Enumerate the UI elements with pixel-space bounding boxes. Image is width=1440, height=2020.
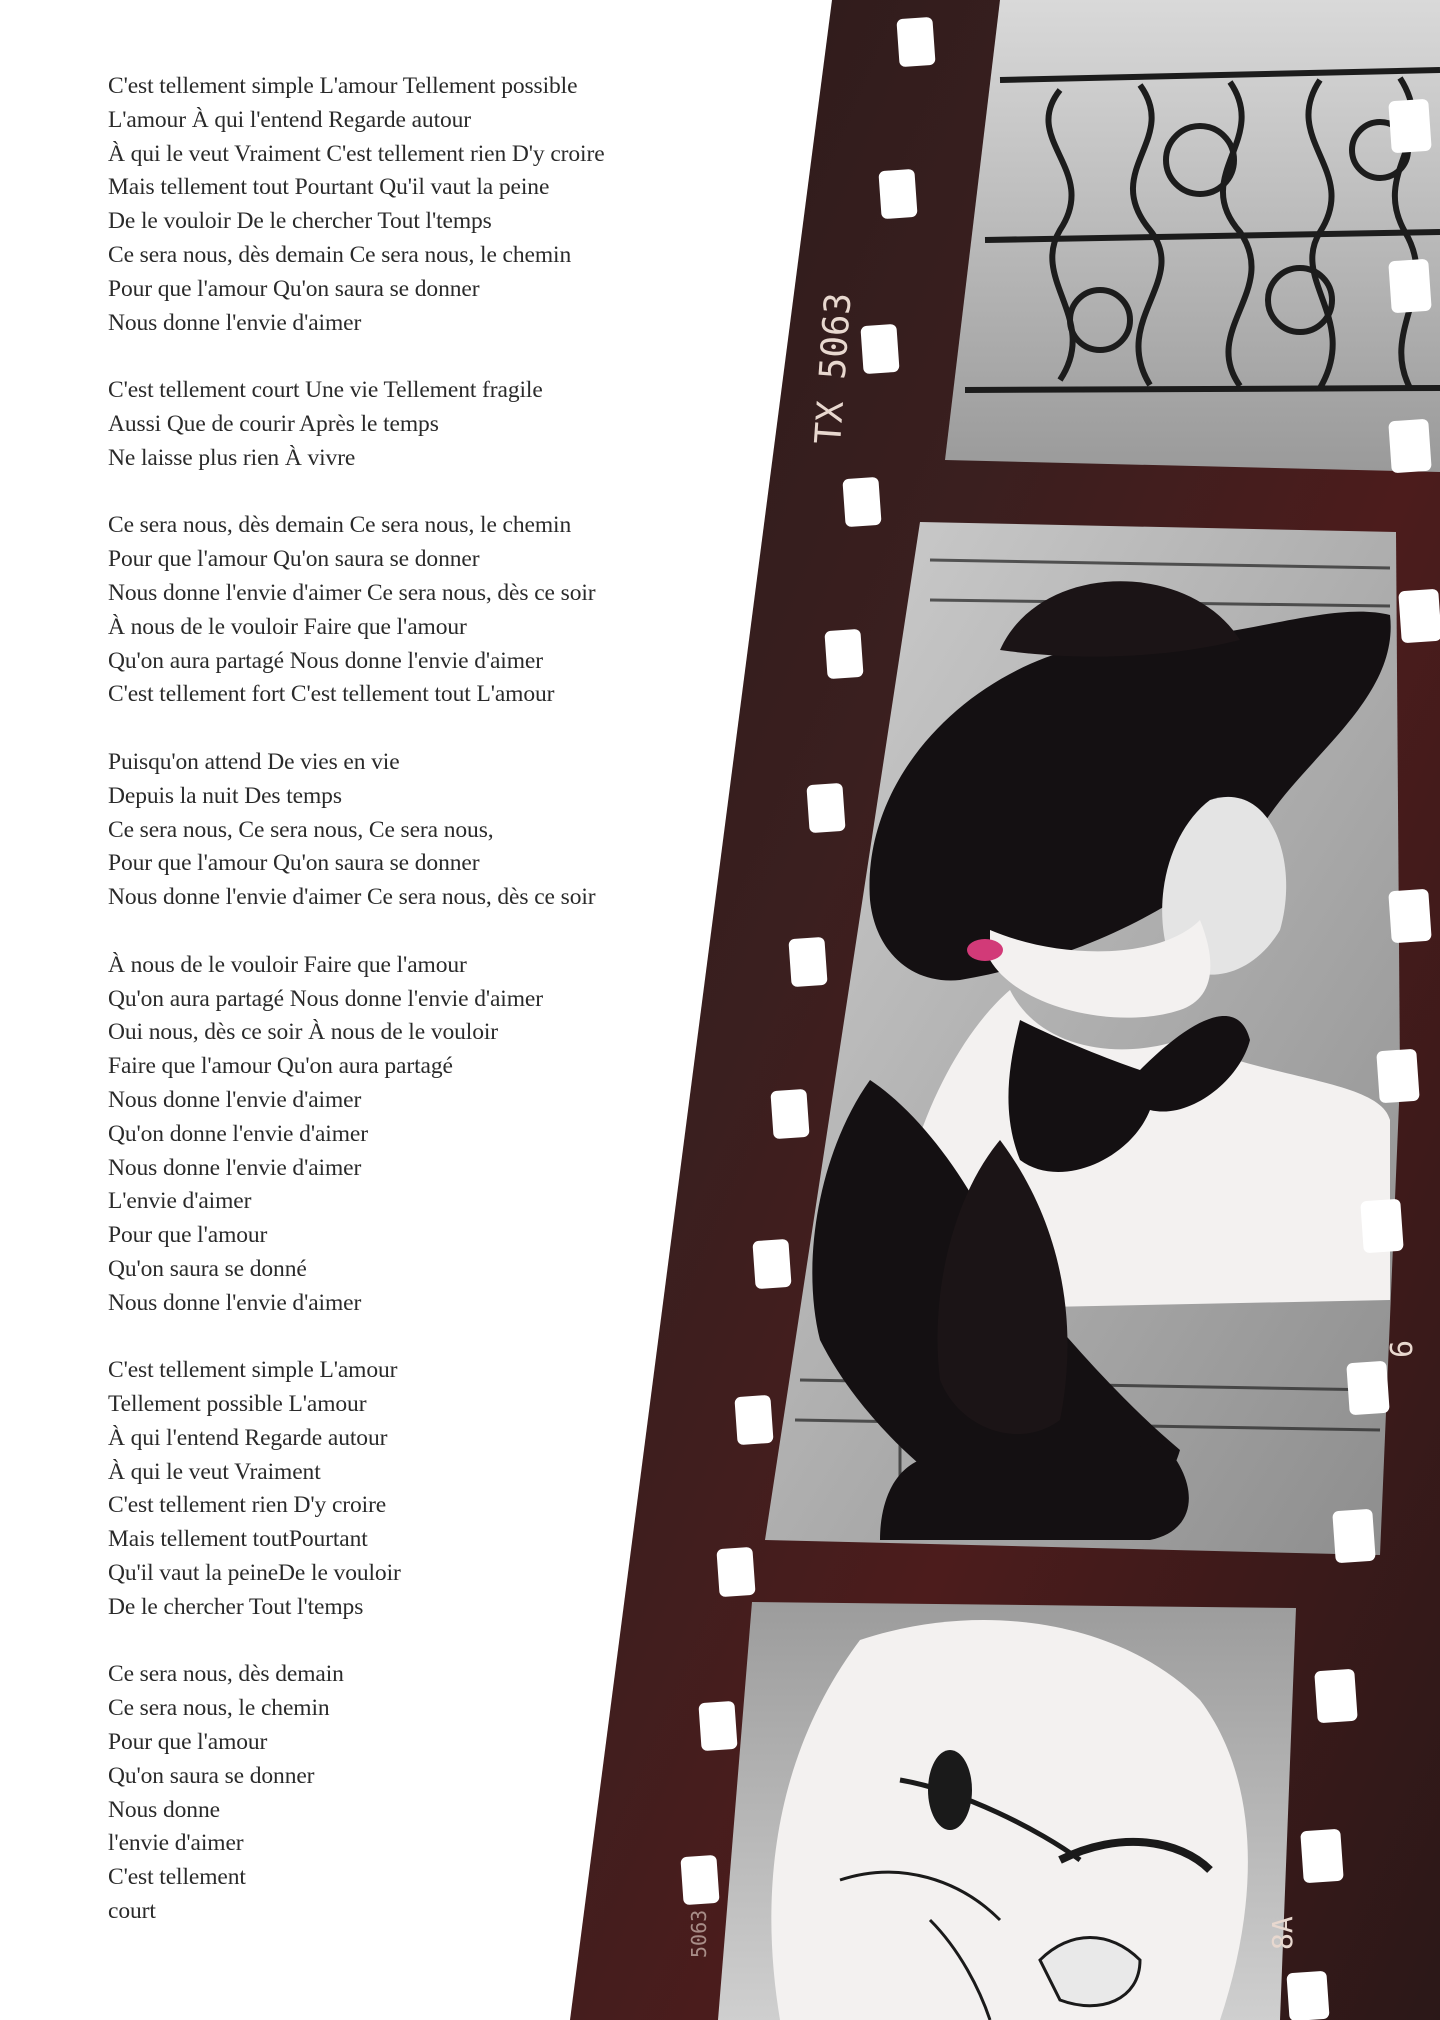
lyric-line: Qu'on saura se donné (108, 1255, 307, 1282)
lyric-line: L'envie d'aimer (108, 1188, 252, 1215)
lyric-line: Pour que l'amour (108, 1222, 268, 1249)
lyrics-stanza (108, 509, 748, 712)
lyric-line: Oui nous, dès ce soir À nous de le vouloir (108, 1019, 499, 1046)
lyrics-stanza (108, 746, 748, 915)
lyric-line: Qu'on aura partagé Nous donne l'envie d'aimer (108, 985, 543, 1012)
lyric-line: C'est tellement simple L'amour Tellement possible (108, 73, 578, 99)
lyric-line: Faire que l'amour Qu'on aura partagé (108, 1053, 453, 1080)
lyric-line: C'est tellement fort C'est tellement tout L'amour (108, 681, 555, 708)
lyric-line: À nous de le vouloir Faire que l'amour (108, 951, 467, 978)
lyric-line: Nous donne l'envie d'aimer (108, 309, 362, 336)
lyric-line: Pour que l'amour Qu'on saura se donner (108, 850, 480, 877)
lyric-line: Qu'on donne l'envie d'aimer (108, 1120, 368, 1147)
lyric-line: Aussi Que de courir Après le temps (108, 410, 439, 437)
film-edge-code-mid: 6 (1385, 1339, 1420, 1358)
lyric-line: Tellement possible L'amour (108, 1391, 367, 1418)
woman-back-garter-icon (771, 1620, 1248, 2020)
lyric-line: De le chercher Tout l'temps (108, 1593, 364, 1620)
lyric-line: C'est tellement rien D'y croire (108, 1492, 387, 1519)
lyric-line: Puisqu'on attend De vies en vie (108, 748, 400, 775)
lyric-line: À nous de le vouloir Faire que l'amour (108, 613, 467, 640)
lyrics-stanza (108, 70, 748, 340)
film-edge-code-bottom-left: 5063 (687, 1909, 711, 1958)
lyrics-stanza (108, 949, 748, 1321)
lyric-line: C'est tellement (108, 1864, 246, 1891)
lyric-line: l'envie d'aimer (108, 1830, 244, 1857)
lyric-line: Nous donne (108, 1796, 220, 1823)
frame-woman-back (718, 1602, 1296, 2020)
lyric-line: Qu'il vaut la peineDe le vouloir (108, 1560, 401, 1587)
lyric-line: Ce sera nous, dès demain Ce sera nous, le chemin (108, 241, 572, 268)
lyric-line: À qui l'entend Regarde autour (108, 1424, 388, 1451)
lyric-line: Ce sera nous, le chemin (108, 1695, 330, 1722)
lyric-line: Mais tellement toutPourtant (108, 1526, 368, 1553)
lyric-line: Ce sera nous, Ce sera nous, Ce sera nous, (108, 816, 494, 843)
lyric-line: L'amour À qui l'entend Regarde autour (108, 106, 472, 133)
lyric-line: Depuis la nuit Des temps (108, 782, 342, 809)
lyric-line: Pour que l'amour (108, 1729, 268, 1756)
lyric-line: court (108, 1898, 156, 1925)
lyric-line: C'est tellement simple L'amour (108, 1357, 398, 1384)
film-edge-code-top: TX 5063 (808, 291, 860, 446)
lyric-line: De le vouloir De le chercher Tout l'temps (108, 208, 492, 235)
lyric-line: Pour que l'amour Qu'on saura se donner (108, 546, 480, 573)
lyric-line: Ce sera nous, dès demain Ce sera nous, le chemin (108, 512, 572, 539)
lyric-line: C'est tellement court Une vie Tellement fragile (108, 377, 543, 404)
lyric-line: Nous donne l'envie d'aimer Ce sera nous, dès ce soir (108, 579, 596, 606)
lyrics-stanza (108, 374, 748, 475)
lyric-line: Nous donne l'envie d'aimer (108, 1086, 362, 1113)
lips-icon (967, 939, 1003, 961)
lyric-line: À qui le veut Vraiment (108, 1458, 321, 1485)
lyric-line: Qu'on aura partagé Nous donne l'envie d'aimer (108, 647, 543, 674)
lyric-line: À qui le veut Vraiment C'est tellement rien D'y croire (108, 140, 605, 167)
lyric-line: Mais tellement tout Pourtant Qu'il vaut la peine (108, 174, 550, 201)
lyric-line: Ce sera nous, dès demain (108, 1661, 344, 1688)
lyric-line: Pour que l'amour Qu'on saura se donner (108, 275, 480, 302)
lyric-line: Nous donne l'envie d'aimer (108, 1154, 362, 1181)
lyric-line: Ne laisse plus rien À vivre (108, 444, 356, 471)
frame-balcony (945, 0, 1440, 472)
lyric-line: Nous donne l'envie d'aimer Ce sera nous, dès ce soir (108, 884, 596, 911)
film-edge-code-bottom: 8A (1266, 1916, 1299, 1950)
lyric-line: Qu'on saura se donner (108, 1762, 315, 1789)
lyric-line: Nous donne l'envie d'aimer (108, 1289, 362, 1316)
